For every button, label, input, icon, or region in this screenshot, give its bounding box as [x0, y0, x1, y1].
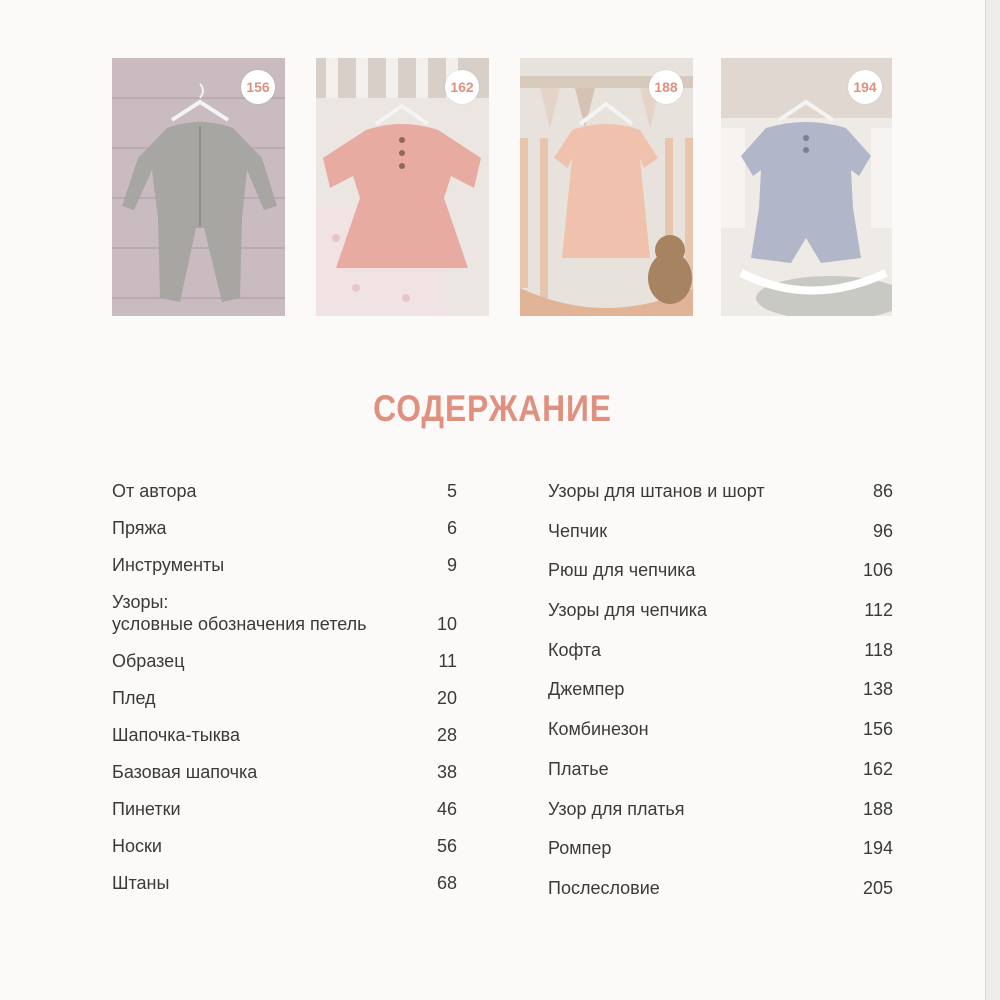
- toc-entry: [548, 837, 893, 859]
- page-title: СОДЕРЖАНИЕ: [373, 388, 612, 429]
- toc-entry-page: 9: [446, 555, 457, 575]
- toc-entry-title: Узоры: условные обозначения петель: [112, 592, 367, 634]
- toc-entry-page: 156: [862, 719, 893, 740]
- toc-entry-page: 205: [862, 877, 893, 898]
- toc-entry-page: 86: [872, 481, 893, 501]
- page-badge: 162: [445, 70, 479, 104]
- toc-entry-title: Шапочка-тыква: [112, 725, 240, 745]
- toc-entry: [112, 480, 457, 502]
- toc-entry-title: Рюш для чепчика: [548, 560, 696, 581]
- toc-entry: [112, 724, 457, 746]
- toc-entry-title: Узоры для чепчика: [548, 600, 708, 621]
- toc-entry: [548, 877, 893, 899]
- toc-entry: [112, 761, 457, 783]
- toc-entry-page: 5: [446, 481, 457, 501]
- toc-entry-title: Кофта: [548, 639, 601, 660]
- toc-entry-title: Пинетки: [112, 799, 181, 819]
- toc-entry: [112, 798, 457, 820]
- toc-entry: [112, 517, 457, 539]
- toc-entry-page: 68: [436, 873, 457, 893]
- toc-entry-page: 112: [864, 600, 893, 621]
- toc-entry: [112, 872, 457, 894]
- toc-left-column: [112, 480, 457, 909]
- page-edge: [985, 0, 1000, 1000]
- toc-entry-page: 20: [436, 688, 457, 708]
- toc-entry: [548, 678, 893, 700]
- toc-entry: [548, 599, 893, 621]
- toc-entry-page: 106: [862, 560, 893, 581]
- toc-entry-page: 38: [436, 762, 457, 782]
- toc-entry-page: 56: [436, 836, 457, 856]
- toc-entry: [112, 650, 457, 672]
- toc-entry-page: 6: [446, 518, 457, 538]
- toc-entry-title: От автора: [112, 481, 197, 501]
- toc-entry-title: Образец: [112, 651, 185, 671]
- page-badge: 194: [848, 70, 882, 104]
- toc-entry-page: 10: [436, 614, 457, 634]
- toc-entry-title: Послесловие: [548, 877, 660, 898]
- toc-entry: [112, 591, 457, 635]
- photo-romper: [721, 58, 892, 316]
- toc-entry-page: 11: [438, 651, 457, 671]
- toc-entry-title: Базовая шапочка: [112, 762, 258, 782]
- toc-entry: [112, 554, 457, 576]
- toc-entry-title: Платье: [548, 758, 609, 779]
- toc-entry-page: 118: [864, 639, 893, 660]
- toc-entry-title: Пряжа: [112, 518, 167, 538]
- photo-lace-dress: [520, 58, 693, 316]
- toc-entry-page: 138: [862, 679, 893, 700]
- toc-entry-page: 46: [436, 799, 457, 819]
- toc-entry-page: 188: [862, 798, 893, 819]
- toc-entry: [548, 718, 893, 740]
- toc-entry-title: Плед: [112, 688, 156, 708]
- page-badge: 156: [241, 70, 275, 104]
- toc-entry-title: Узор для платья: [548, 798, 685, 819]
- toc-entry: [548, 559, 893, 581]
- toc-entry: [548, 758, 893, 780]
- toc-entry: [548, 520, 893, 542]
- photo-dress: [316, 58, 489, 316]
- toc-entry: [548, 639, 893, 661]
- toc-entry-title: Носки: [112, 836, 162, 856]
- toc-entry-page: 28: [436, 725, 457, 745]
- toc-entry: [112, 835, 457, 857]
- toc-entry: [112, 687, 457, 709]
- toc-entry-title: Чепчик: [548, 520, 608, 541]
- toc-entry-title: Джемпер: [548, 679, 625, 700]
- toc-entry-page: 194: [862, 838, 893, 859]
- photo-jumpsuit: [112, 58, 285, 316]
- toc-entry-title: Узоры для штанов и шорт: [548, 481, 765, 501]
- toc-entry: [548, 798, 893, 820]
- toc-right-column: [548, 480, 893, 917]
- toc-entry-title: Ромпер: [548, 838, 612, 859]
- toc-entry-title: Комбинезон: [548, 719, 649, 740]
- toc-entry-title: Инструменты: [112, 555, 225, 575]
- toc-entry-page: 96: [872, 520, 893, 541]
- toc-entry-page: 162: [862, 758, 893, 779]
- page-badge: 188: [649, 70, 683, 104]
- toc-entry: [548, 480, 893, 502]
- toc-entry-title: Штаны: [112, 873, 170, 893]
